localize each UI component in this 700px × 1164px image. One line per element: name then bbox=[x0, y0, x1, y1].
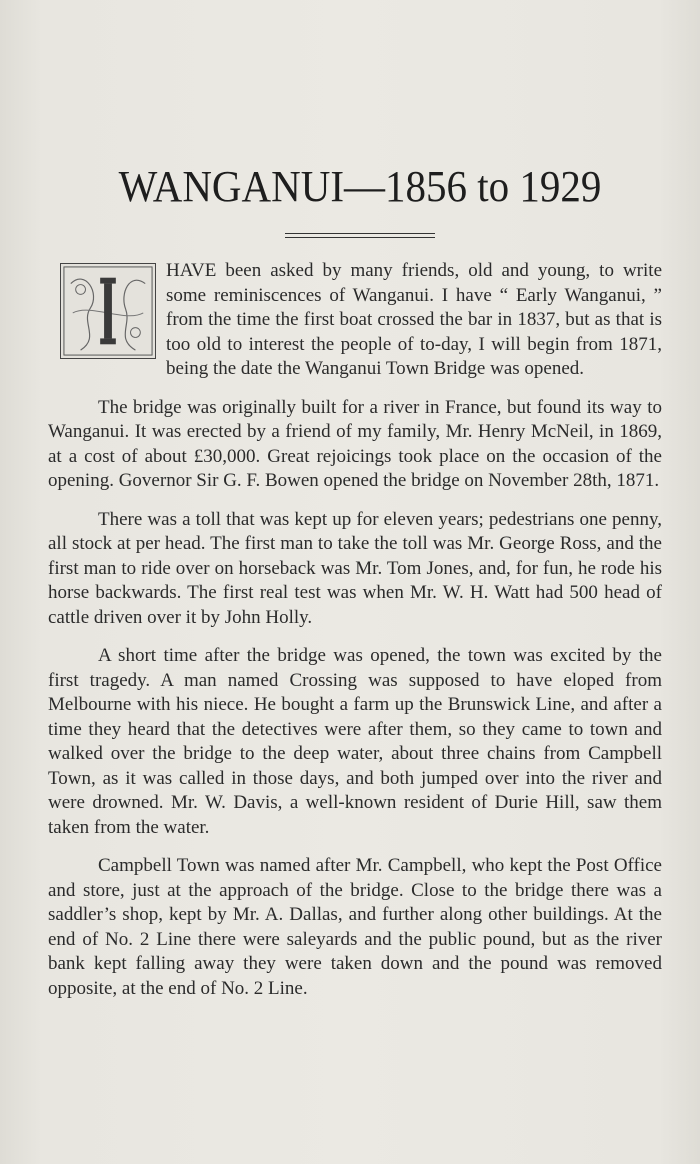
paragraph-3: There was a toll that was kept up for eleven years; pedestrians one penny, all stock at per head. The first man to take the toll was Mr. George Ross, and the first man to ride over on horseback was Mr. Tom Jones, and, for fun, he rode his horse backwards. The first real test was when Mr. W. H. Watt had 500 head of cattle driven over it by John Holly. bbox=[48, 508, 662, 628]
paragraph-1-text: HAVE been asked by many friends, old and young, to write some reminiscences of Wanganui. I have “ Early Wanganui, ” from the time the first boat crossed the bar in 1837, but as that is too old to interest the people of to-day, I will begin from 1871, being the date the Wanganui Town Bridge was opened. bbox=[166, 260, 662, 379]
paragraph-1 bbox=[48, 259, 662, 382]
paragraph-5: Campbell Town was named after Mr. Campbell, who kept the Post Office and store, just at the approach of the bridge. Close to the bridge there was a saddler’s shop, kept by Mr. A. Dallas, and further along other buildings. At the end of No. 2 Line there were saleyards and the public pound, but as the river bank kept falling away they were taken down and the pound was removed opposite, at the end of No. 2 Line. bbox=[48, 855, 662, 999]
ornamental-drop-cap bbox=[60, 263, 156, 359]
paragraph-4: A short time after the bridge was opened, the town was excited by the first tragedy. A man named Crossing was supposed to have eloped from Melbourne with his niece. He bought a farm up the Brunswick Line, and after a time they heard that the detectives were after them, so they came to town and walked over the bridge to the deep water, about three chains from Campbell Town, as it was called in those days, and both jumped over into the river and were drowned. Mr. W. Davis, a well-known resident of Durie Hill, saw them taken from the water. bbox=[48, 645, 662, 838]
paragraph-2: The bridge was originally built for a river in France, but found its way to Wanganui. It was erected by a friend of my family, Mr. Henry McNeil, in 1869, at a cost of about £30,000. Great rejoicings took place on the occasion of the opening. Governor Sir G. F. Bowen opened the bridge on November 28th, 1871. bbox=[48, 396, 662, 491]
drop-cap-ornament-icon bbox=[61, 264, 155, 358]
title-rule bbox=[285, 233, 435, 238]
page-title: WANGANUI—1856 to 1929 bbox=[118, 161, 602, 211]
body-text bbox=[48, 259, 662, 1015]
